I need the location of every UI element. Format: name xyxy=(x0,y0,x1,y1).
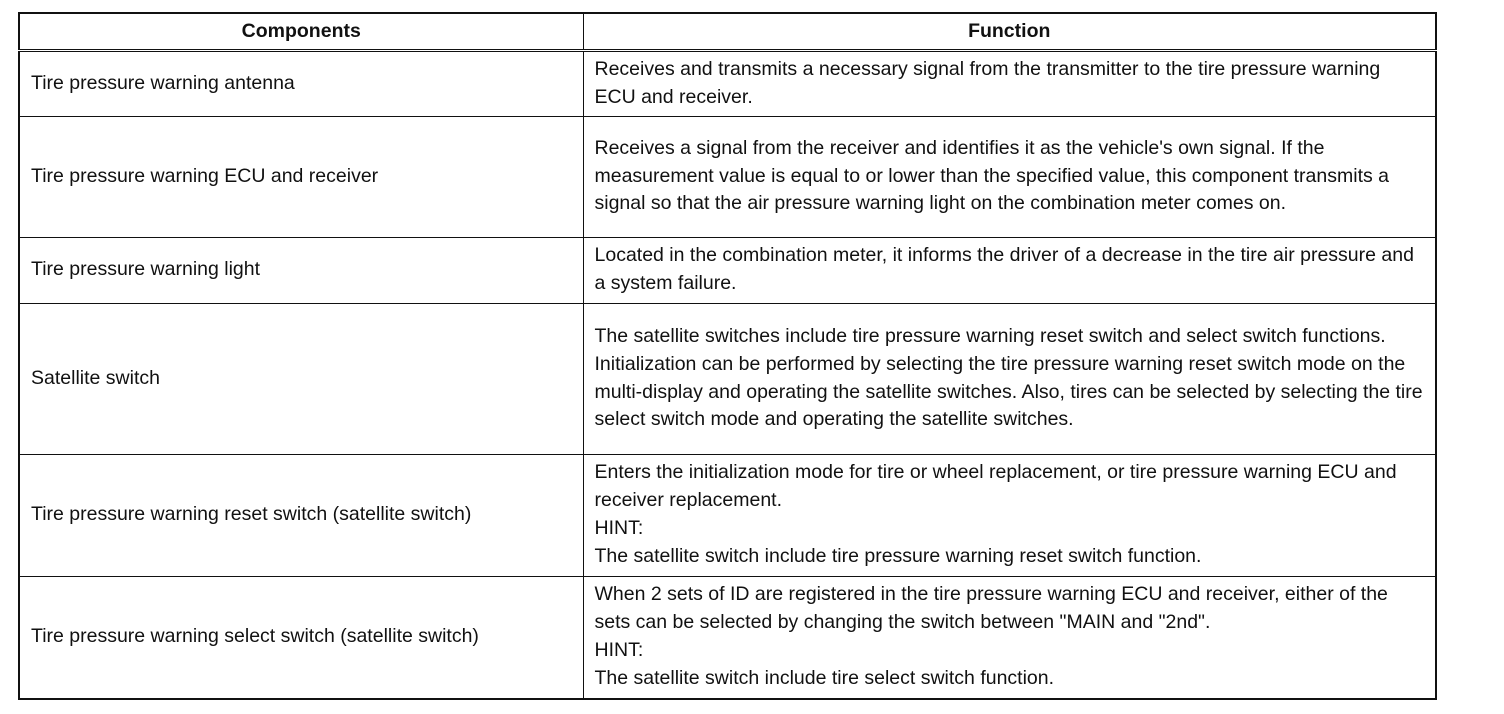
function-text: Located in the combination meter, it informs the driver of a decrease in the tire air pressure and a system failure. xyxy=(594,244,1414,294)
component-cell: Tire pressure warning ECU and receiver xyxy=(19,117,583,238)
header-row xyxy=(19,13,1436,51)
table-row xyxy=(19,51,1436,117)
function-text: The satellite switches include tire pressure warning reset switch and select switch functions. Initialization can be performed by selecting the tire pressure warning reset switch mode on the multi-display and operating the satellite switches. Also, tires can be selected by selecting the tire select switch mode and operating the satellite switches. xyxy=(594,324,1423,431)
components-function-table xyxy=(18,12,1437,700)
hint-text: The satellite switch include tire select switch function. xyxy=(594,666,1055,689)
hint-label: HINT: xyxy=(594,517,644,539)
header-components: Components xyxy=(19,13,583,51)
function-text: Enters the initialization mode for tire or wheel replacement, or tire pressure warning ECU and receiver replacement. xyxy=(594,461,1397,512)
table-row xyxy=(19,238,1436,304)
hint-label: HINT: xyxy=(594,638,644,661)
function-text: Receives and transmits a necessary signal from the transmitter to the tire pressure warning ECU and receiver. xyxy=(594,57,1381,108)
function-cell xyxy=(583,238,1436,304)
hint-text: The satellite switch include tire pressure warning reset switch function. xyxy=(594,544,1202,567)
function-text: When 2 sets of ID are registered in the tire pressure warning ECU and receiver, either of the sets can be selected by changing the switch between "MAIN and "2nd". xyxy=(594,583,1388,633)
function-text: Receives a signal from the receiver and identifies it as the vehicle's own signal. If the measurement value is equal to or lower than the specified value, this component transmits a signal so that the air pressure warning light on the combination meter comes on. xyxy=(594,136,1390,215)
function-cell xyxy=(583,51,1436,117)
component-cell: Tire pressure warning reset switch (satellite switch) xyxy=(19,455,583,577)
table-row xyxy=(19,455,1436,577)
table-row xyxy=(19,117,1436,238)
function-cell xyxy=(583,577,1436,699)
header-function: Function xyxy=(583,13,1436,51)
function-cell xyxy=(583,304,1436,455)
component-cell: Tire pressure warning select switch (satellite switch) xyxy=(19,577,583,699)
component-cell: Tire pressure warning light xyxy=(19,238,583,304)
function-cell xyxy=(583,455,1436,577)
function-cell xyxy=(583,117,1436,238)
component-cell: Tire pressure warning antenna xyxy=(19,51,583,117)
table-row xyxy=(19,304,1436,455)
table-row xyxy=(19,577,1436,699)
component-cell: Satellite switch xyxy=(19,304,583,455)
